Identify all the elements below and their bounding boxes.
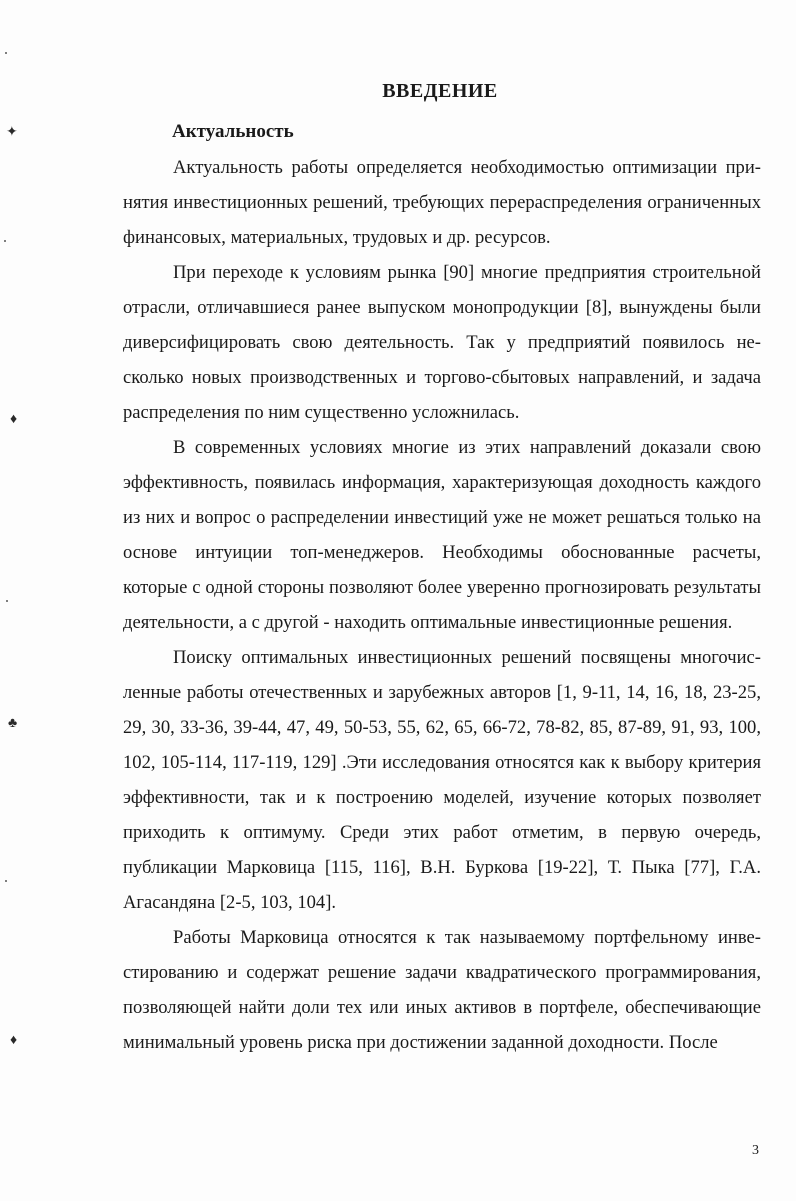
paragraph: В современных условиях многие из этих направлений доказали свою эффективность, появилась информация, характеризующая доходность каждого из них и вопрос о распределении инвестиций уже не может решаться только на основе интуиции топ-менеджеров. Необходимы обоснованные расчеты, которые с одной стороны позволяют более уверенно прогнозировать результаты деятельности, а с другой - находить оптимальные инвестиционные решения. (123, 437, 761, 633)
paragraph: При переходе к условиям рынка [90] многие предприятия строительной отрасли, отличавшиеся ранее выпуском монопродукции [8], вынуждены были диверсифицировать свою деятельность. Так у предприятий появилось несколько новых производственных и торгово-сбытовых направлений, и задача распределения по ним существенно усложнилась. (123, 262, 761, 423)
scan-speck (6, 600, 8, 602)
paragraph: Актуальность работы определяется необходимостью оптимизации принятия инвестиционных решений, требующих перераспределения ограниченных финансовых, материальных, трудовых и др. ресурсов. (123, 157, 761, 248)
scan-speck (4, 240, 6, 242)
scan-artifact-mark: ♦ (10, 1033, 18, 1048)
paragraph: Поиску оптимальных инвестиционных решений посвящены многочисленные работы отечественных и зарубежных авторов [1, 9-11, 14, 16, 18, 23-25, 29, 30, 33-36, 39-44, 47, 49, 50-53, 55, 62, 65, 66-72, 78-82, 85, 87-89, 91, 93, 100, 102, 105-114, 117-119, 129] .Эти исследования относятся как к выбору критерия эффективности, так и к построению моделей, изучение которых позволяет приходить к оптимуму. Среди этих работ отметим, в первую очередь, публикации Марковица [115, 116], В.Н. Буркова [19-22], Т. Пыка [77], Г.А. Агасандяна [2-5, 103, 104]. (123, 647, 761, 913)
section-heading: Актуальность (172, 121, 294, 142)
scan-speck (5, 52, 7, 54)
scan-artifact-mark: ♣ (8, 716, 18, 731)
page-number: 3 (752, 1143, 759, 1158)
scan-artifact-mark: ✦ (6, 125, 18, 140)
body-text (123, 150, 761, 1060)
page-title: ВВЕДЕНИЕ (382, 80, 498, 102)
scan-speck (5, 880, 7, 882)
scan-artifact-mark: ♦ (10, 412, 18, 427)
paragraph: Работы Марковица относятся к так называемому портфельному инвестированию и содержат решение задачи квадратического программирования, позволяющей найти доли тех или иных активов в портфеле, обеспечивающие минимальный уровень риска при достижении заданной доходности. После (123, 927, 761, 1053)
